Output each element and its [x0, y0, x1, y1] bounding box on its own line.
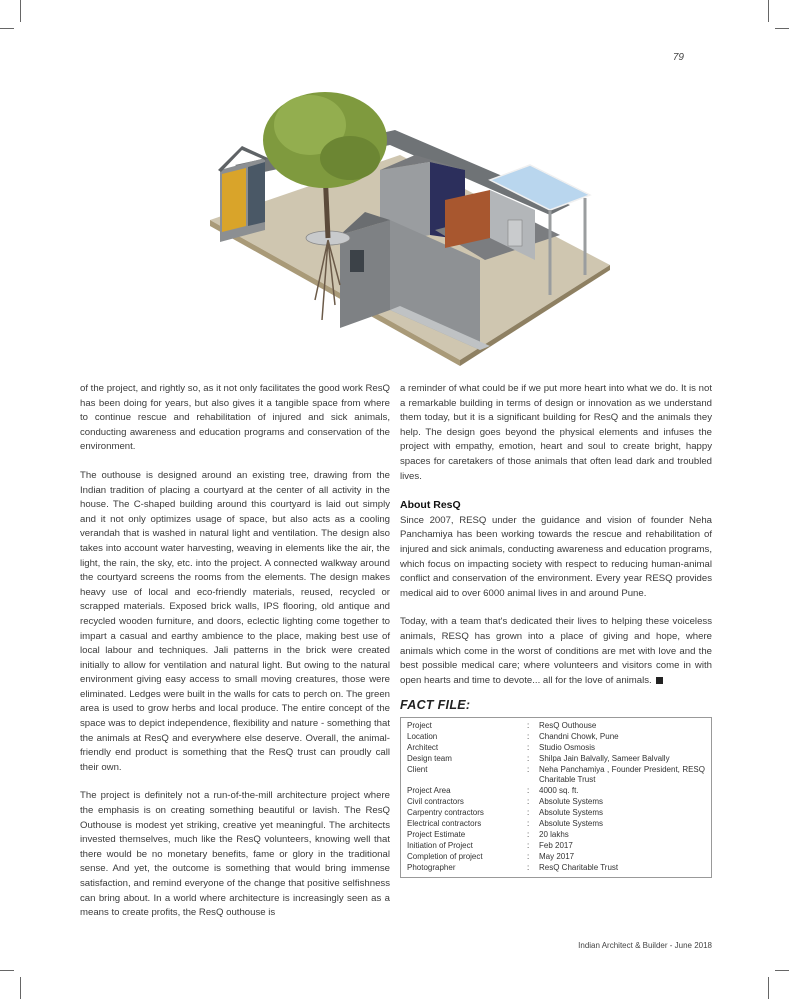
fact-value: Absolute Systems: [539, 797, 604, 807]
fact-label: Completion of project: [407, 851, 483, 861]
end-mark-icon: [656, 677, 663, 684]
fact-separator: :: [527, 851, 530, 861]
fact-label: Client: [407, 764, 428, 774]
about-heading: About ResQ: [400, 499, 461, 512]
glass-wall: [248, 162, 265, 226]
article-right-column: [400, 382, 712, 878]
fact-value: Feb 2017: [539, 840, 573, 850]
fact-row: [407, 797, 705, 808]
fact-value: ResQ Charitable Trust: [539, 862, 619, 872]
fact-label: Design team: [407, 753, 452, 763]
article-paragraph: of the project, and rightly so, as it not only facilitates the good work ResQ has been doing for years, but also gives it a tangible space from where to continue rescue and rehabilitation of injured and sick animals, conducting awareness and education programs and conservation of the environment.: [80, 383, 390, 453]
fact-row: [407, 819, 705, 830]
fact-value: Absolute Systems: [539, 808, 604, 818]
crop-mark: [775, 970, 789, 971]
tree-canopy-shade: [320, 136, 380, 180]
crop-mark: [0, 970, 14, 971]
article-paragraph: The outhouse is designed around an existing tree, drawing from the Indian tradition of placing a courtyard at the center of all activity in the house. The C-shaped building around this courtyard is laid out simply and it not only optimizes usage of space, but also acts as a cooling verandah that is washed in natural light and ventilation. The design also takes into account water harvesting, weaving in elements like the air, the light, the rain, the sky, etc. into the project. A connected walkway around the courtyard screens the rooms from the elements. The design makes heavy use of local and eco-friendly materials, reused, recycled or scrapped materials. Exposed brick walls, IPS flooring, old antique and recycled wooden furniture, and doors, eclectic lighting come together to impart a casual and earthy ambience to the place, making best use of local labour and techniques. Jali patterns in the brick were created initially to allow for ventilation and natural light. But owing to the natural environment giving easy access to small moving creatures, those were eliminated. Ledges were built in the walls for cats to perch on. The green area is used to grow herbs and local produce. The entire concept of the space was to depict independence, flexibility and nature - something that the animals at ResQ and everywhere else deserve. Overall, the animal-friendly end product is something that the ResQ trust can proudly call their own.: [80, 469, 390, 773]
fact-row: [407, 732, 705, 743]
fact-label: Project: [407, 720, 432, 730]
fact-row: [407, 808, 705, 819]
fact-row: [407, 863, 705, 874]
closing-paragraph: [400, 615, 712, 688]
crop-mark: [20, 977, 21, 999]
fact-label: Carpentry contractors: [407, 808, 484, 818]
fact-label: Civil contractors: [407, 797, 464, 807]
building-3d-illustration: [190, 70, 620, 370]
fact-separator: :: [527, 753, 530, 763]
fact-value: ResQ Outhouse: [539, 720, 597, 730]
article-paragraph: a reminder of what could be if we put more heart into what we do. It is not a remarkable building in terms of design or innovation as we understand them today, but it is a significant building for ResQ and the animals they help. The design goes beyond the physical elements and infuses the project with empathy, emotion, heart and soul to create bright, happy spaces for caretakers of those animals that often lead dark and troubled lives.: [400, 383, 712, 482]
fact-row: [407, 786, 705, 797]
fact-separator: :: [527, 840, 530, 850]
fact-separator: :: [527, 720, 530, 730]
fact-row: [407, 830, 705, 841]
fact-row: [407, 765, 705, 787]
fact-row: [407, 754, 705, 765]
fact-value: Neha Panchamiya , Founder President, RESQ Charitable Trust: [539, 764, 705, 785]
fact-label: Initiation of Project: [407, 840, 473, 850]
fact-value: May 2017: [539, 851, 575, 861]
fact-separator: :: [527, 764, 530, 774]
about-paragraph: Since 2007, RESQ under the guidance and vision of founder Neha Panchamiya has been working towards the rescue and rehabilitation of injured and sick animals, conducting awareness and education programs, which focus on impacting society with respect to reducing human-animal conflict and conservation of the environment. Every year RESQ provides medical aid to over 6000 animal lives in and around Pune.: [400, 514, 712, 599]
fact-value: Absolute Systems: [539, 819, 604, 829]
fact-file-title: FACT FILE:: [400, 698, 471, 713]
fact-row: [407, 721, 705, 732]
fact-value: Studio Osmosis: [539, 742, 596, 752]
page-number: 79: [672, 52, 684, 63]
fact-label: Project Estimate: [407, 829, 466, 839]
fact-separator: :: [527, 742, 530, 752]
fact-label: Project Area: [407, 786, 451, 796]
fact-label: Electrical contractors: [407, 819, 482, 829]
closing-text: Today, with a team that's dedicated their lives to helping these voiceless animals, RESQ has grown into a place of giving and hope, where animals which come in the worst of conditions are met with love and the best possible medical care; where volunteers and visitors come in with open hearts and time to devote... all for the love of animals.: [400, 616, 712, 686]
crop-mark: [768, 977, 769, 999]
yellow-wall: [222, 168, 246, 232]
fact-value: Shilpa Jain Balvally, Sameer Balvally: [539, 753, 670, 763]
window: [350, 250, 364, 272]
fact-separator: :: [527, 731, 530, 741]
crop-mark: [768, 0, 769, 22]
article-paragraph: The project is definitely not a run-of-the-mill architecture project where the emphasis is on creating something beautiful or lavish. The ResQ Outhouse is modest yet striking, creative yet meaningful. The architects invested themselves, much like the ResQ volunteers, knowing well that there would be no monetary benefits, fame or glory in the traditional sense. And yet, the outcome is something that would bring immense satisfaction, and remind everyone of the change that positive selfishness can bring about. In a world where architecture is increasingly seen as a means to create profits, the ResQ outhouse is: [80, 790, 390, 919]
fact-row: [407, 852, 705, 863]
fact-separator: :: [527, 797, 530, 807]
crop-mark: [775, 28, 789, 29]
fact-label: Photographer: [407, 862, 456, 872]
fact-label: Location: [407, 731, 438, 741]
crop-mark: [0, 28, 14, 29]
article-left-column: [80, 382, 390, 935]
fact-value: Chandni Chowk, Pune: [539, 731, 619, 741]
fact-separator: :: [527, 829, 530, 839]
brick-wall: [445, 190, 490, 248]
fact-separator: :: [527, 808, 530, 818]
fact-row: [407, 841, 705, 852]
fact-separator: :: [527, 786, 530, 796]
fact-row: [407, 743, 705, 754]
fact-file-table: [400, 717, 712, 878]
fact-value: 4000 sq. ft.: [539, 786, 579, 796]
fact-value: 20 lakhs: [539, 829, 569, 839]
fact-label: Architect: [407, 742, 439, 752]
door: [508, 220, 522, 246]
fact-separator: :: [527, 819, 530, 829]
crop-mark: [20, 0, 21, 22]
fact-separator: :: [527, 862, 530, 872]
footer-credit: Indian Architect & Builder - June 2018: [578, 941, 712, 950]
